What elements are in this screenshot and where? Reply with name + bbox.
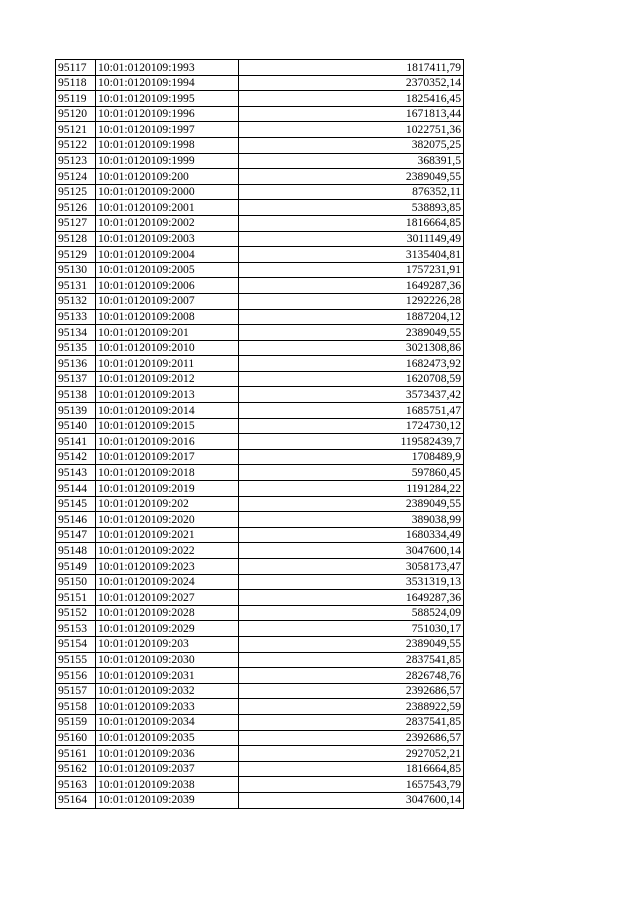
value-cell: 2392686,57 [239, 730, 464, 746]
table-row [56, 496, 464, 512]
row-number-cell: 95124 [56, 169, 96, 185]
value-cell: 2370352,14 [239, 75, 464, 91]
table-row [56, 574, 464, 590]
cadastral-number-cell: 10:01:0120109:2008 [96, 309, 239, 325]
table-row [56, 699, 464, 715]
cadastral-number-cell: 10:01:0120109:2015 [96, 418, 239, 434]
value-cell: 3021308,86 [239, 340, 464, 356]
value-cell: 1022751,36 [239, 122, 464, 138]
table-row [56, 340, 464, 356]
cadastral-number-cell: 10:01:0120109:2037 [96, 761, 239, 777]
row-number-cell: 95139 [56, 403, 96, 419]
value-cell: 597860,45 [239, 465, 464, 481]
table-row [56, 325, 464, 341]
value-cell: 588524,09 [239, 605, 464, 621]
cadastral-number-cell: 10:01:0120109:2010 [96, 340, 239, 356]
row-number-cell: 95151 [56, 590, 96, 606]
value-cell: 751030,17 [239, 621, 464, 637]
table-row [56, 356, 464, 372]
row-number-cell: 95134 [56, 325, 96, 341]
cadastral-number-cell: 10:01:0120109:2036 [96, 746, 239, 762]
cadastral-value-table [55, 59, 464, 809]
cadastral-number-cell: 10:01:0120109:2022 [96, 543, 239, 559]
table-row [56, 761, 464, 777]
cadastral-number-cell: 10:01:0120109:2039 [96, 792, 239, 808]
cadastral-number-cell: 10:01:0120109:2020 [96, 512, 239, 528]
table-row [56, 730, 464, 746]
row-number-cell: 95125 [56, 184, 96, 200]
row-number-cell: 95140 [56, 418, 96, 434]
row-number-cell: 95147 [56, 527, 96, 543]
value-cell: 1724730,12 [239, 418, 464, 434]
value-cell: 2389049,55 [239, 636, 464, 652]
value-cell: 1682473,92 [239, 356, 464, 372]
table-row [56, 777, 464, 793]
value-cell: 1671813,44 [239, 106, 464, 122]
table-row [56, 481, 464, 497]
value-cell: 538893,85 [239, 200, 464, 216]
value-cell: 1657543,79 [239, 777, 464, 793]
value-cell: 382075,25 [239, 137, 464, 153]
row-number-cell: 95154 [56, 636, 96, 652]
row-number-cell: 95128 [56, 231, 96, 247]
row-number-cell: 95158 [56, 699, 96, 715]
table-row [56, 371, 464, 387]
value-cell: 1887204,12 [239, 309, 464, 325]
table-row [56, 169, 464, 185]
cadastral-number-cell: 10:01:0120109:1997 [96, 122, 239, 138]
row-number-cell: 95163 [56, 777, 96, 793]
value-cell: 1620708,59 [239, 371, 464, 387]
table-row [56, 714, 464, 730]
table-row [56, 652, 464, 668]
row-number-cell: 95153 [56, 621, 96, 637]
row-number-cell: 95120 [56, 106, 96, 122]
row-number-cell: 95148 [56, 543, 96, 559]
row-number-cell: 95127 [56, 215, 96, 231]
cadastral-number-cell: 10:01:0120109:2019 [96, 481, 239, 497]
cadastral-number-cell: 10:01:0120109:2014 [96, 403, 239, 419]
value-cell: 876352,11 [239, 184, 464, 200]
row-number-cell: 95136 [56, 356, 96, 372]
table-row [56, 746, 464, 762]
value-cell: 1680334,49 [239, 527, 464, 543]
value-cell: 1816664,85 [239, 761, 464, 777]
value-cell: 389038,99 [239, 512, 464, 528]
value-cell: 3531319,13 [239, 574, 464, 590]
cadastral-number-cell: 10:01:0120109:2016 [96, 434, 239, 450]
table-row [56, 153, 464, 169]
row-number-cell: 95156 [56, 668, 96, 684]
table-row [56, 309, 464, 325]
value-cell: 1708489,9 [239, 449, 464, 465]
table-row [56, 403, 464, 419]
table-row [56, 137, 464, 153]
cadastral-number-cell: 10:01:0120109:1993 [96, 60, 239, 76]
table-row [56, 792, 464, 808]
cadastral-number-cell: 10:01:0120109:2030 [96, 652, 239, 668]
cadastral-number-cell: 10:01:0120109:1996 [96, 106, 239, 122]
table-row [56, 668, 464, 684]
value-cell: 3573437,42 [239, 387, 464, 403]
table-row [56, 60, 464, 76]
cadastral-number-cell: 10:01:0120109:201 [96, 325, 239, 341]
table-row [56, 215, 464, 231]
row-number-cell: 95131 [56, 278, 96, 294]
row-number-cell: 95129 [56, 247, 96, 263]
value-cell: 3058173,47 [239, 559, 464, 575]
cadastral-number-cell: 10:01:0120109:2011 [96, 356, 239, 372]
cadastral-number-cell: 10:01:0120109:2006 [96, 278, 239, 294]
value-cell: 1825416,45 [239, 91, 464, 107]
table-row [56, 387, 464, 403]
row-number-cell: 95138 [56, 387, 96, 403]
table-row [56, 683, 464, 699]
cadastral-number-cell: 10:01:0120109:2017 [96, 449, 239, 465]
cadastral-number-cell: 10:01:0120109:2028 [96, 605, 239, 621]
value-cell: 119582439,7 [239, 434, 464, 450]
value-cell: 3135404,81 [239, 247, 464, 263]
cadastral-number-cell: 10:01:0120109:2038 [96, 777, 239, 793]
table-row [56, 512, 464, 528]
row-number-cell: 95150 [56, 574, 96, 590]
value-cell: 3047600,14 [239, 792, 464, 808]
cadastral-number-cell: 10:01:0120109:1999 [96, 153, 239, 169]
row-number-cell: 95117 [56, 60, 96, 76]
table-row [56, 590, 464, 606]
table-row [56, 449, 464, 465]
row-number-cell: 95137 [56, 371, 96, 387]
cadastral-number-cell: 10:01:0120109:2012 [96, 371, 239, 387]
cadastral-number-cell: 10:01:0120109:2001 [96, 200, 239, 216]
row-number-cell: 95135 [56, 340, 96, 356]
cadastral-number-cell: 10:01:0120109:2029 [96, 621, 239, 637]
row-number-cell: 95133 [56, 309, 96, 325]
table-row [56, 200, 464, 216]
value-cell: 1191284,22 [239, 481, 464, 497]
row-number-cell: 95159 [56, 714, 96, 730]
value-cell: 2392686,57 [239, 683, 464, 699]
cadastral-number-cell: 10:01:0120109:2003 [96, 231, 239, 247]
row-number-cell: 95141 [56, 434, 96, 450]
value-cell: 2927052,21 [239, 746, 464, 762]
row-number-cell: 95152 [56, 605, 96, 621]
row-number-cell: 95142 [56, 449, 96, 465]
value-cell: 1817411,79 [239, 60, 464, 76]
row-number-cell: 95123 [56, 153, 96, 169]
row-number-cell: 95143 [56, 465, 96, 481]
cadastral-number-cell: 10:01:0120109:2018 [96, 465, 239, 481]
row-number-cell: 95121 [56, 122, 96, 138]
table-row [56, 605, 464, 621]
row-number-cell: 95122 [56, 137, 96, 153]
table-row [56, 184, 464, 200]
cadastral-number-cell: 10:01:0120109:2033 [96, 699, 239, 715]
row-number-cell: 95146 [56, 512, 96, 528]
value-cell: 1292226,28 [239, 293, 464, 309]
row-number-cell: 95155 [56, 652, 96, 668]
table-row [56, 465, 464, 481]
cadastral-number-cell: 10:01:0120109:2000 [96, 184, 239, 200]
table-row [56, 247, 464, 263]
value-cell: 368391,5 [239, 153, 464, 169]
value-cell: 1816664,85 [239, 215, 464, 231]
table-row [56, 418, 464, 434]
value-cell: 1649287,36 [239, 278, 464, 294]
table-row [56, 559, 464, 575]
row-number-cell: 95162 [56, 761, 96, 777]
row-number-cell: 95164 [56, 792, 96, 808]
row-number-cell: 95144 [56, 481, 96, 497]
table-row [56, 91, 464, 107]
table-row [56, 636, 464, 652]
table-row [56, 262, 464, 278]
cadastral-number-cell: 10:01:0120109:2031 [96, 668, 239, 684]
table-row [56, 106, 464, 122]
cadastral-number-cell: 10:01:0120109:2007 [96, 293, 239, 309]
row-number-cell: 95132 [56, 293, 96, 309]
table-row [56, 434, 464, 450]
cadastral-number-cell: 10:01:0120109:202 [96, 496, 239, 512]
table-row [56, 293, 464, 309]
value-cell: 2837541,85 [239, 714, 464, 730]
row-number-cell: 95161 [56, 746, 96, 762]
value-cell: 3047600,14 [239, 543, 464, 559]
row-number-cell: 95118 [56, 75, 96, 91]
cadastral-number-cell: 10:01:0120109:1995 [96, 91, 239, 107]
row-number-cell: 95160 [56, 730, 96, 746]
cadastral-number-cell: 10:01:0120109:200 [96, 169, 239, 185]
table-row [56, 231, 464, 247]
value-cell: 2388922,59 [239, 699, 464, 715]
table-body [56, 60, 464, 809]
cadastral-number-cell: 10:01:0120109:1994 [96, 75, 239, 91]
table-row [56, 527, 464, 543]
cadastral-number-cell: 10:01:0120109:2027 [96, 590, 239, 606]
row-number-cell: 95126 [56, 200, 96, 216]
row-number-cell: 95157 [56, 683, 96, 699]
cadastral-number-cell: 10:01:0120109:2024 [96, 574, 239, 590]
cadastral-number-cell: 10:01:0120109:2032 [96, 683, 239, 699]
cadastral-number-cell: 10:01:0120109:2002 [96, 215, 239, 231]
value-cell: 3011149,49 [239, 231, 464, 247]
value-cell: 1649287,36 [239, 590, 464, 606]
cadastral-number-cell: 10:01:0120109:2023 [96, 559, 239, 575]
value-cell: 2389049,55 [239, 496, 464, 512]
table-row [56, 621, 464, 637]
table-row [56, 122, 464, 138]
cadastral-number-cell: 10:01:0120109:2021 [96, 527, 239, 543]
value-cell: 2837541,85 [239, 652, 464, 668]
row-number-cell: 95145 [56, 496, 96, 512]
value-cell: 1757231,91 [239, 262, 464, 278]
table-row [56, 75, 464, 91]
cadastral-number-cell: 10:01:0120109:2005 [96, 262, 239, 278]
row-number-cell: 95130 [56, 262, 96, 278]
table-row [56, 278, 464, 294]
cadastral-number-cell: 10:01:0120109:1998 [96, 137, 239, 153]
cadastral-number-cell: 10:01:0120109:2013 [96, 387, 239, 403]
value-cell: 1685751,47 [239, 403, 464, 419]
cadastral-number-cell: 10:01:0120109:2004 [96, 247, 239, 263]
row-number-cell: 95149 [56, 559, 96, 575]
cadastral-number-cell: 10:01:0120109:203 [96, 636, 239, 652]
value-cell: 2389049,55 [239, 325, 464, 341]
cadastral-number-cell: 10:01:0120109:2035 [96, 730, 239, 746]
value-cell: 2826748,76 [239, 668, 464, 684]
cadastral-number-cell: 10:01:0120109:2034 [96, 714, 239, 730]
value-cell: 2389049,55 [239, 169, 464, 185]
table-row [56, 543, 464, 559]
row-number-cell: 95119 [56, 91, 96, 107]
